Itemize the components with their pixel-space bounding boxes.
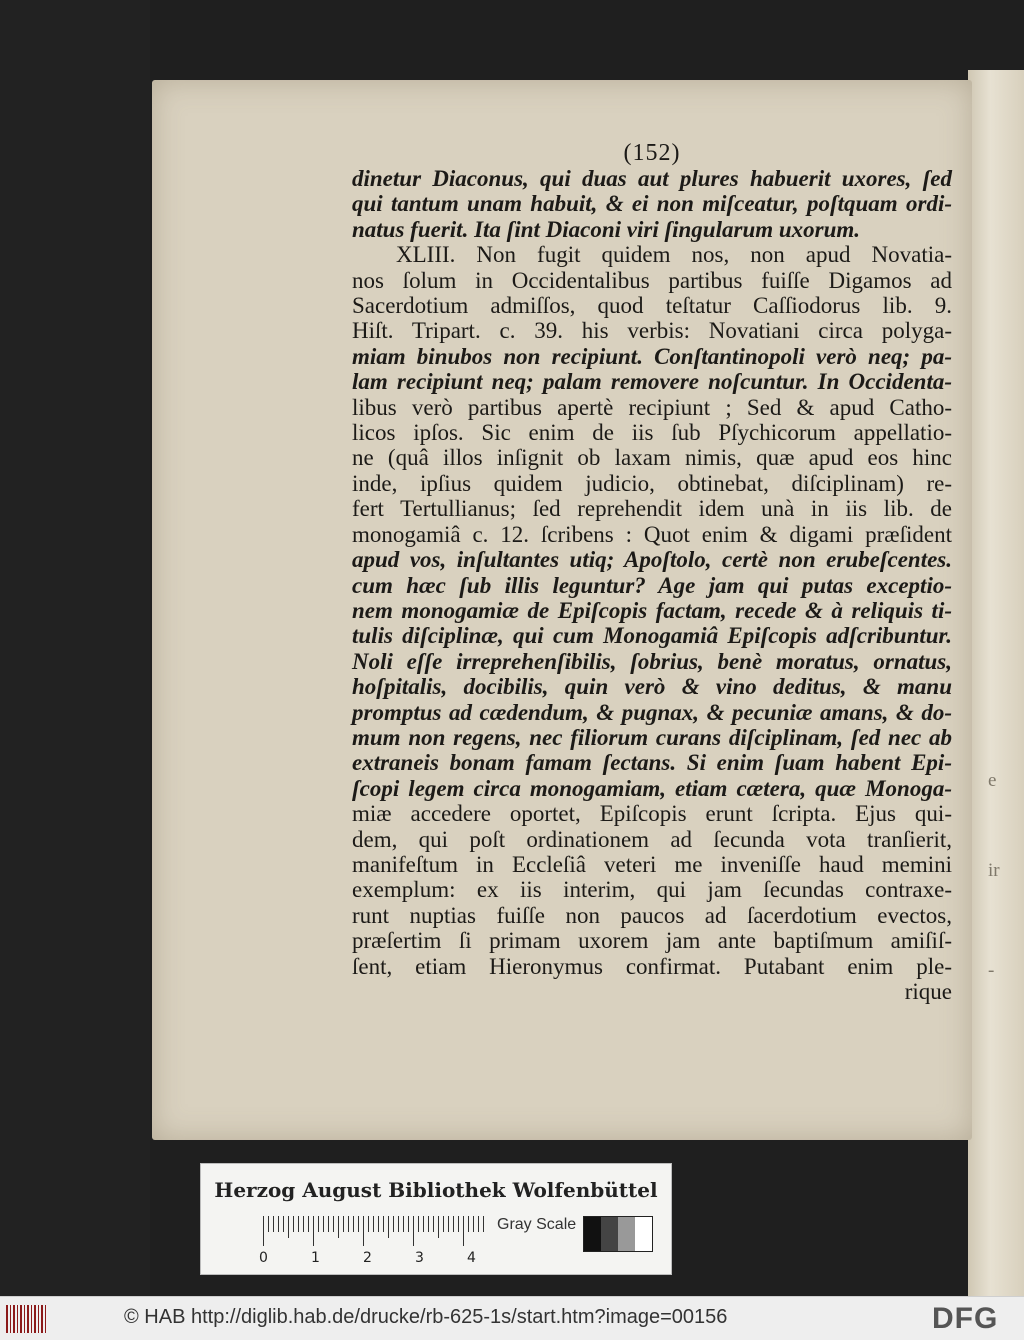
text-line: fert Tertullianus; ſed reprehendit idem unà in iis lib. de — [352, 496, 952, 522]
ruler-tick — [298, 1216, 299, 1232]
gray-patch — [635, 1217, 652, 1251]
text-line: natus fuerit. Ita ſint Diaconi viri ſingularum uxorum. — [352, 216, 861, 242]
page-text — [352, 140, 952, 1004]
text-line: extraneis bonam famam ſectans. Si enim ſuam habent Epi- — [352, 750, 952, 776]
ruler-tick — [458, 1216, 459, 1232]
ruler-number: 1 — [311, 1250, 320, 1266]
library-name: Herzog August Bibliothek Wolfenbüttel — [214, 1178, 658, 1202]
book-page — [152, 80, 972, 1140]
ruler-number: 4 — [467, 1250, 476, 1266]
ruler-tick — [408, 1216, 409, 1232]
text-line: dinetur Diaconus, qui duas aut plures habuerit uxores, ſed — [352, 166, 952, 191]
ruler-tick — [368, 1216, 369, 1232]
text-line: exemplum: ex iis interim, qui jam ſecundas contraxe- — [352, 877, 952, 903]
ruler-tick — [313, 1216, 314, 1246]
ruler-tick — [483, 1216, 484, 1232]
ruler-tick — [348, 1216, 349, 1232]
ruler-tick — [388, 1216, 389, 1238]
ruler-tick — [383, 1216, 384, 1232]
ruler-tick — [478, 1216, 479, 1232]
text-line: nem monogamiæ de Epiſcopis factam, recede & à reliquis ti- — [352, 597, 952, 623]
text-line: cum hæc ſub illis leguntur? Age jam qui putas exceptio- — [352, 572, 952, 598]
ruler-tick — [403, 1216, 404, 1232]
text-line: tulis diſciplinæ, qui cum Monogamiâ Epiſcopis adſcribuntur. — [352, 623, 952, 649]
ruler-tick — [293, 1216, 294, 1232]
text-line: ne (quâ illos inſignit ob laxam nimis, quæ apud eos hinc — [352, 445, 952, 471]
text-line: Noli eſſe irreprehenſibilis, ſobrius, benè moratus, ornatus, — [352, 648, 952, 674]
ruler-tick — [463, 1216, 464, 1246]
text-line: Sacerdotium admiſſos, quod teſtatur Caſſiodorus lib. 9. — [352, 293, 952, 319]
text-line: ſent, etiam Hieronymus confirmat. Putabant enim ple- — [352, 953, 952, 979]
ruler-tick — [328, 1216, 329, 1232]
text-line: miam binubos non recipiunt. Conſtantinopoli verò neq; pa- — [352, 343, 952, 369]
text-line: miæ accedere oportet, Epiſcopis erunt ſcripta. Ejus qui- — [352, 801, 952, 827]
text-line: præſertim ſi primam uxorem jam ante baptiſmum amiſiſ- — [352, 928, 952, 954]
text-line: rique — [904, 979, 952, 1004]
color-target-card — [200, 1163, 672, 1275]
bleed-through-mark: - — [988, 960, 995, 981]
page-number: (152) — [623, 140, 681, 166]
ruler-tick — [418, 1216, 419, 1232]
ruler-tick — [278, 1216, 279, 1232]
text-line: libus verò partibus apertè recipiunt ; Sed & apud Catho- — [352, 394, 952, 420]
source-credit[interactable]: © HAB http://diglib.hab.de/drucke/rb-625-1s/start.htm?image=00156 — [124, 1306, 728, 1328]
hab-logo-icon[interactable] — [6, 1305, 48, 1333]
ruler-tick — [398, 1216, 399, 1232]
ruler-number: 0 — [259, 1250, 268, 1266]
text-line: runt nuptias fuiſſe non paucos ad ſacerdotium evectos, — [352, 902, 952, 928]
gray-patch — [618, 1217, 635, 1251]
ruler-tick — [443, 1216, 444, 1232]
text-line: nos ſolum in Occidentalibus partibus fuiſſe Digamos ad — [352, 267, 952, 293]
ruler-tick — [468, 1216, 469, 1232]
measurement-ruler — [259, 1216, 485, 1266]
ruler-tick — [288, 1216, 289, 1238]
bleed-through-mark: ir — [988, 860, 1000, 881]
ruler-tick — [268, 1216, 269, 1232]
ruler-tick — [338, 1216, 339, 1238]
gray-patch — [601, 1217, 618, 1251]
bleed-through-mark: e — [988, 770, 997, 791]
text-line: ſcopi legem circa monogamiam, etiam cætera, quæ Monoga- — [352, 775, 952, 801]
ruler-tick — [413, 1216, 414, 1246]
gray-patch — [584, 1217, 601, 1251]
ruler-number: 2 — [363, 1250, 372, 1266]
ruler-tick — [428, 1216, 429, 1232]
text-line: monogamiâ c. 12. ſcribens : Quot enim & digami præſident — [352, 521, 952, 547]
ruler-tick — [333, 1216, 334, 1232]
ruler-tick — [373, 1216, 374, 1232]
ruler-tick — [263, 1216, 264, 1246]
ruler-tick — [473, 1216, 474, 1232]
ruler-tick — [358, 1216, 359, 1232]
ruler-tick — [273, 1216, 274, 1232]
gray-scale-label: Gray Scale — [497, 1216, 577, 1233]
ruler-tick — [378, 1216, 379, 1232]
text-line: lam recipiunt neq; palam removere noſcuntur. In Occidenta- — [352, 369, 952, 395]
dfg-logo[interactable]: DFG — [932, 1302, 999, 1335]
facing-page-edge — [968, 70, 1024, 1296]
text-line: licos ipſos. Sic enim de iis ſub Pſychicorum appellatio- — [352, 420, 952, 446]
ruler-tick — [438, 1216, 439, 1238]
ruler-tick — [393, 1216, 394, 1232]
ruler-tick — [283, 1216, 284, 1232]
text-line: promptus ad cædendum, & pugnax, & pecuniæ amans, & do- — [352, 699, 952, 725]
text-line: XLIII. Non fugit quidem nos, non apud Novatia- — [396, 242, 952, 268]
text-lines — [352, 166, 952, 1004]
gray-scale-patches — [583, 1216, 653, 1252]
ruler-tick — [453, 1216, 454, 1232]
ruler-tick — [423, 1216, 424, 1232]
text-line: qui tantum unam habuit, & ei non miſceatur, poſtquam ordi- — [352, 191, 952, 217]
ruler-tick — [433, 1216, 434, 1232]
text-line: dem, qui poſt ordinationem ad ſecunda vota tranſierit, — [352, 826, 952, 852]
text-line: hoſpitalis, docibilis, quin verò & vino deditus, & manu — [352, 674, 952, 700]
ruler-tick — [308, 1216, 309, 1232]
ruler-tick — [318, 1216, 319, 1232]
ruler-tick — [363, 1216, 364, 1246]
viewer-footer — [0, 1296, 1024, 1340]
ruler-tick — [353, 1216, 354, 1232]
ruler-number: 3 — [415, 1250, 424, 1266]
scan-background-left — [0, 0, 150, 1296]
ruler-tick — [343, 1216, 344, 1232]
text-line: Hiſt. Tripart. c. 39. his verbis: Novatiani circa polyga- — [352, 318, 952, 344]
text-line: mum non regens, nec filiorum curans diſciplinam, ſed nec ab — [352, 724, 952, 750]
ruler-tick — [448, 1216, 449, 1232]
text-line: apud vos, inſultantes utiq; Apoſtolo, certè non erubeſcentes. — [352, 547, 952, 573]
text-line: manifeſtum in Eccleſiâ veteri me inveniſſe haud memini — [352, 851, 952, 877]
text-line: inde, ipſius quidem judicio, obtinebat, diſciplinam) re- — [352, 470, 952, 496]
ruler-tick — [303, 1216, 304, 1232]
ruler-tick — [323, 1216, 324, 1232]
